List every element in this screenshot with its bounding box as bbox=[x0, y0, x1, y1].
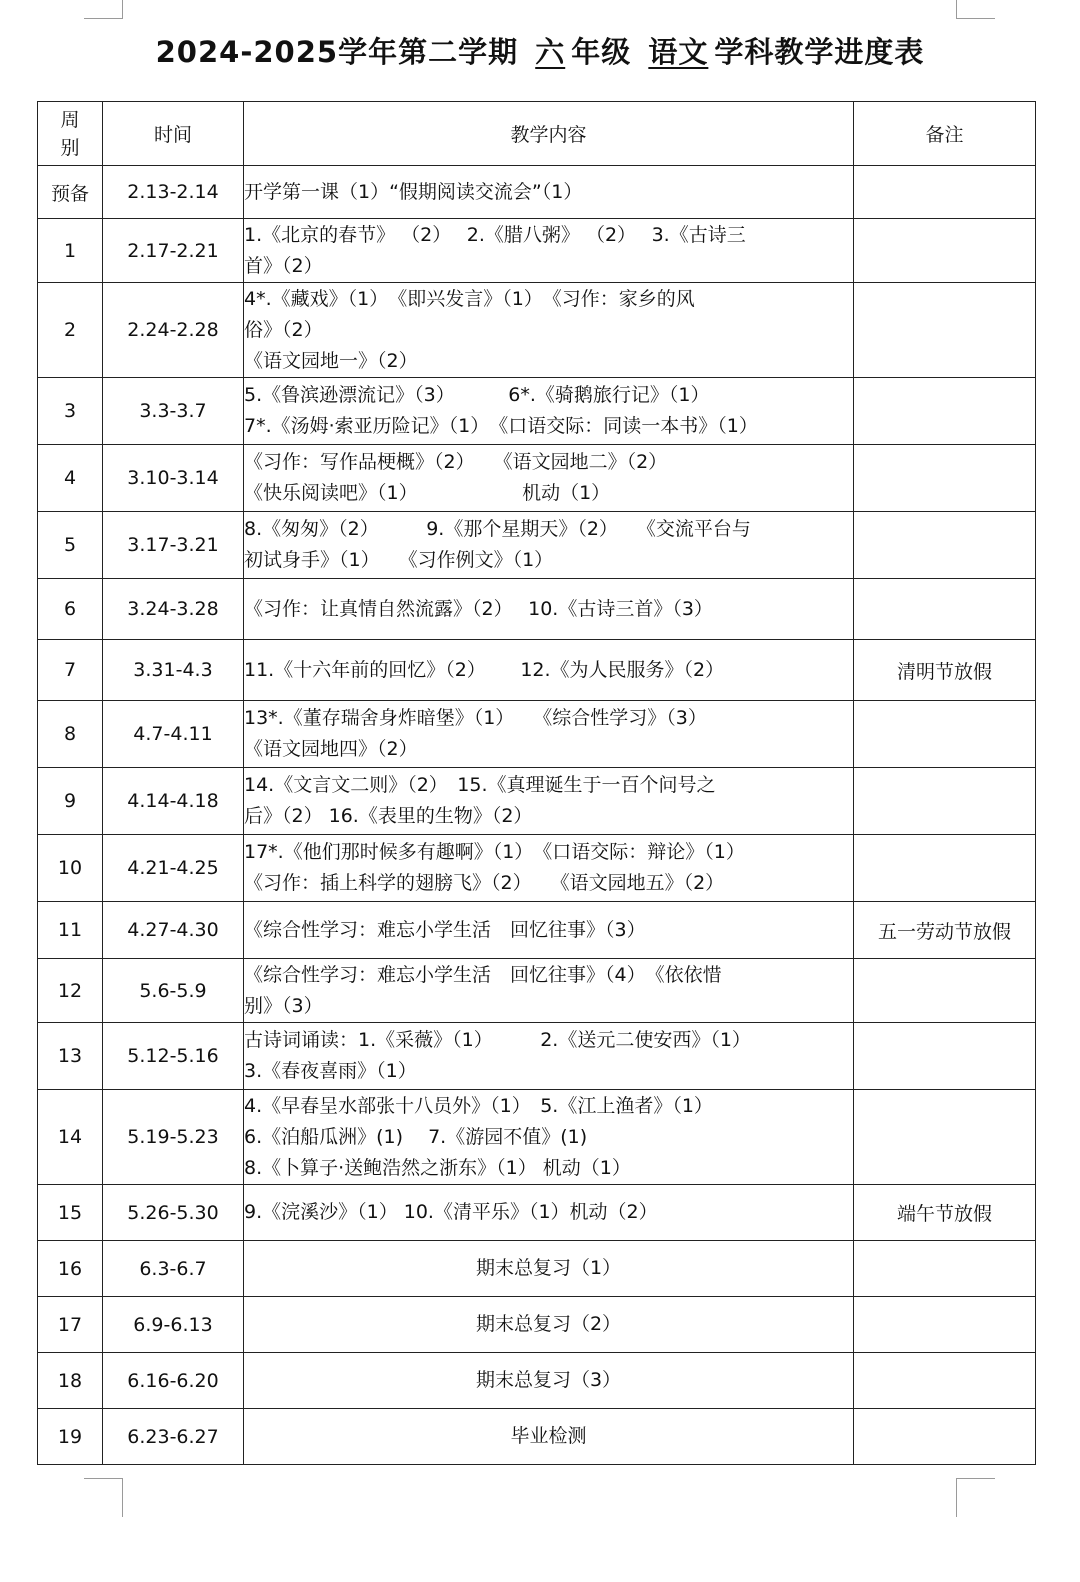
content-line: 古诗词诵读：1.《采薇》（1） 2.《送元二使安西》（1） bbox=[244, 1029, 751, 1051]
note-cell bbox=[854, 835, 1036, 902]
time-cell: 4.27-4.30 bbox=[103, 902, 244, 959]
time-cell: 2.13-2.14 bbox=[103, 166, 244, 219]
time-cell: 4.21-4.25 bbox=[103, 835, 244, 902]
note-cell bbox=[854, 579, 1036, 640]
table-row bbox=[38, 1409, 1036, 1465]
crop-mark-top-right bbox=[956, 0, 995, 19]
table-row bbox=[38, 445, 1036, 512]
time-cell: 5.26-5.30 bbox=[103, 1185, 244, 1241]
table-row bbox=[38, 1023, 1036, 1090]
table-row bbox=[38, 512, 1036, 579]
time-cell: 3.17-3.21 bbox=[103, 512, 244, 579]
week-cell: 2 bbox=[38, 283, 103, 378]
note-cell bbox=[854, 1353, 1036, 1409]
content-cell bbox=[244, 1409, 854, 1465]
table-row bbox=[38, 1353, 1036, 1409]
note-cell bbox=[854, 512, 1036, 579]
header-notes: 备注 bbox=[854, 102, 1036, 166]
table-row bbox=[38, 579, 1036, 640]
week-cell: 14 bbox=[38, 1090, 103, 1185]
title-prefix: 2024-2025学年第二学期 bbox=[155, 35, 519, 69]
content-cell bbox=[244, 640, 854, 701]
note-cell bbox=[854, 701, 1036, 768]
week-cell: 8 bbox=[38, 701, 103, 768]
note-cell bbox=[854, 283, 1036, 378]
content-line: 《综合性学习：难忘小学生活 回忆往事》（4） 《依依惜 bbox=[244, 963, 722, 986]
content-line: 8.《卜算子·送鲍浩然之浙东》（1） 机动（1） bbox=[244, 1156, 631, 1179]
table-row bbox=[38, 1241, 1036, 1297]
content-line: 17*.《他们那时候多有趣啊》（1） 《口语交际：辩论》（1） bbox=[244, 841, 745, 863]
table-row bbox=[38, 1090, 1036, 1185]
note-cell bbox=[854, 166, 1036, 219]
table-row bbox=[38, 902, 1036, 959]
content-line: 期末总复习（2） bbox=[475, 1313, 622, 1335]
content-cell bbox=[244, 166, 854, 219]
note-cell bbox=[854, 1023, 1036, 1090]
time-cell: 4.14-4.18 bbox=[103, 768, 244, 835]
week-cell: 10 bbox=[38, 835, 103, 902]
week-cell: 11 bbox=[38, 902, 103, 959]
content-cell bbox=[244, 902, 854, 959]
note-cell: 清明节放假 bbox=[854, 640, 1036, 701]
table-row bbox=[38, 1297, 1036, 1353]
time-cell: 3.10-3.14 bbox=[103, 445, 244, 512]
table-row bbox=[38, 701, 1036, 768]
schedule-table bbox=[37, 101, 1036, 1465]
time-cell: 6.3-6.7 bbox=[103, 1241, 244, 1297]
table-row bbox=[38, 283, 1036, 378]
content-line: 11.《十六年前的回忆》（2） 12.《为人民服务》（2） bbox=[244, 658, 725, 681]
content-cell bbox=[244, 512, 854, 579]
content-cell bbox=[244, 1297, 854, 1353]
content-cell bbox=[244, 959, 854, 1023]
note-cell bbox=[854, 219, 1036, 283]
content-line: 1.《北京的春节》 （2） 2.《腊八粥》 （2） 3.《古诗三 bbox=[244, 223, 746, 246]
week-cell: 18 bbox=[38, 1353, 103, 1409]
table-row bbox=[38, 640, 1036, 701]
content-line: 3.《春夜喜雨》（1） bbox=[244, 1060, 417, 1082]
content-cell bbox=[244, 701, 854, 768]
content-cell bbox=[244, 1241, 854, 1297]
content-line: 后》（2） 16.《表里的生物》（2） bbox=[244, 805, 533, 827]
week-cell: 3 bbox=[38, 378, 103, 445]
time-cell: 2.17-2.21 bbox=[103, 219, 244, 283]
content-line: 4*.《藏戏》（1） 《即兴发言》（1） 《习作：家乡的风 bbox=[244, 287, 695, 310]
content-line: 《习作：写作品梗概》（2） 《语文园地二》（2） bbox=[244, 451, 668, 473]
note-cell bbox=[854, 959, 1036, 1023]
page-title bbox=[0, 30, 1080, 71]
header-week bbox=[38, 102, 103, 166]
note-cell bbox=[854, 1090, 1036, 1185]
note-cell bbox=[854, 445, 1036, 512]
crop-mark-bottom-left bbox=[84, 1478, 123, 1517]
crop-mark-bottom-right bbox=[956, 1478, 995, 1517]
note-cell bbox=[854, 1409, 1036, 1465]
week-cell: 7 bbox=[38, 640, 103, 701]
content-cell bbox=[244, 768, 854, 835]
content-line: 期末总复习（1） bbox=[475, 1257, 622, 1279]
content-line: 毕业检测 bbox=[510, 1425, 587, 1447]
content-line: 期末总复习（3） bbox=[475, 1369, 622, 1391]
time-cell: 6.9-6.13 bbox=[103, 1297, 244, 1353]
content-line: 《习作：插上科学的翅膀飞》（2） 《语文园地五》（2） bbox=[244, 872, 725, 894]
content-line: 首》（2） bbox=[244, 254, 323, 277]
week-cell: 19 bbox=[38, 1409, 103, 1465]
week-cell: 6 bbox=[38, 579, 103, 640]
content-cell bbox=[244, 1185, 854, 1241]
table-row bbox=[38, 219, 1036, 283]
week-cell: 9 bbox=[38, 768, 103, 835]
week-cell: 1 bbox=[38, 219, 103, 283]
note-cell bbox=[854, 768, 1036, 835]
time-cell: 5.6-5.9 bbox=[103, 959, 244, 1023]
title-suffix: 学科教学进度表 bbox=[714, 35, 925, 69]
content-cell bbox=[244, 283, 854, 378]
header-row bbox=[38, 102, 1036, 166]
content-line: 初试身手》（1） 《习作例文》（1） bbox=[244, 549, 554, 571]
table-row bbox=[38, 378, 1036, 445]
content-line: 《语文园地一》（2） bbox=[244, 349, 418, 372]
content-cell bbox=[244, 1090, 854, 1185]
content-line: 4.《早春呈水部张十八员外》（1） 5.《江上渔者》（1） bbox=[244, 1094, 713, 1117]
time-cell: 6.16-6.20 bbox=[103, 1353, 244, 1409]
content-cell bbox=[244, 579, 854, 640]
content-line: 《习作：让真情自然流露》（2） 10.《古诗三首》（3） bbox=[244, 597, 713, 620]
content-cell bbox=[244, 445, 854, 512]
time-cell: 3.24-3.28 bbox=[103, 579, 244, 640]
title-grade-suffix: 年级 bbox=[571, 35, 632, 69]
content-line: 《快乐阅读吧》（1） 机动（1） bbox=[244, 482, 611, 504]
week-cell: 4 bbox=[38, 445, 103, 512]
time-cell: 5.12-5.16 bbox=[103, 1023, 244, 1090]
table-row bbox=[38, 959, 1036, 1023]
week-cell: 12 bbox=[38, 959, 103, 1023]
content-cell bbox=[244, 835, 854, 902]
content-line: 7*.《汤姆·索亚历险记》（1） 《口语交际：同读一本书》（1） bbox=[244, 415, 758, 437]
content-line: 别》（3） bbox=[244, 994, 323, 1017]
time-cell: 3.3-3.7 bbox=[103, 378, 244, 445]
content-line: 开学第一课（1）“假期阅读交流会”（1） bbox=[244, 180, 583, 203]
time-cell: 4.7-4.11 bbox=[103, 701, 244, 768]
title-grade: 六 bbox=[535, 35, 566, 69]
week-cell: 5 bbox=[38, 512, 103, 579]
week-cell: 17 bbox=[38, 1297, 103, 1353]
note-cell bbox=[854, 378, 1036, 445]
note-cell: 端午节放假 bbox=[854, 1185, 1036, 1241]
note-cell bbox=[854, 1297, 1036, 1353]
time-cell: 3.31-4.3 bbox=[103, 640, 244, 701]
content-line: 8.《匆匆》（2） 9.《那个星期天》（2） 《交流平台与 bbox=[244, 518, 751, 540]
content-cell bbox=[244, 219, 854, 283]
content-line: 5.《鲁滨逊漂流记》（3） 6*.《骑鹅旅行记》（1） bbox=[244, 384, 710, 406]
note-cell: 五一劳动节放假 bbox=[854, 902, 1036, 959]
content-line: 俗》（2） bbox=[244, 318, 323, 341]
content-cell bbox=[244, 1023, 854, 1090]
week-cell: 16 bbox=[38, 1241, 103, 1297]
table-row bbox=[38, 835, 1036, 902]
time-cell: 6.23-6.27 bbox=[103, 1409, 244, 1465]
week-cell: 15 bbox=[38, 1185, 103, 1241]
content-line: 13*.《董存瑞舍身炸暗堡》（1） 《综合性学习》（3） bbox=[244, 707, 707, 729]
time-cell: 2.24-2.28 bbox=[103, 283, 244, 378]
crop-mark-top-left bbox=[84, 0, 123, 19]
content-line: 《语文园地四》（2） bbox=[244, 738, 418, 760]
content-cell bbox=[244, 1353, 854, 1409]
time-cell: 5.19-5.23 bbox=[103, 1090, 244, 1185]
content-line: 6.《泊船瓜洲》(1) 7.《游园不值》(1) bbox=[244, 1125, 588, 1148]
week-cell: 13 bbox=[38, 1023, 103, 1090]
header-week-line2: 别 bbox=[60, 136, 80, 159]
content-line: 14.《文言文二则》（2） 15.《真理诞生于一百个问号之 bbox=[244, 774, 716, 796]
content-line: 《综合性学习：难忘小学生活 回忆往事》（3） bbox=[244, 918, 646, 941]
note-cell bbox=[854, 1241, 1036, 1297]
table-row bbox=[38, 1185, 1036, 1241]
table-row bbox=[38, 768, 1036, 835]
table-row bbox=[38, 166, 1036, 219]
week-cell: 预备 bbox=[38, 166, 103, 219]
header-week-line1: 周 bbox=[60, 108, 80, 131]
content-cell bbox=[244, 378, 854, 445]
header-time: 时间 bbox=[103, 102, 244, 166]
title-subject: 语文 bbox=[648, 35, 709, 69]
content-line: 9.《浣溪沙》（1） 10.《清平乐》（1）机动（2） bbox=[244, 1201, 658, 1223]
header-content: 教学内容 bbox=[244, 102, 854, 166]
